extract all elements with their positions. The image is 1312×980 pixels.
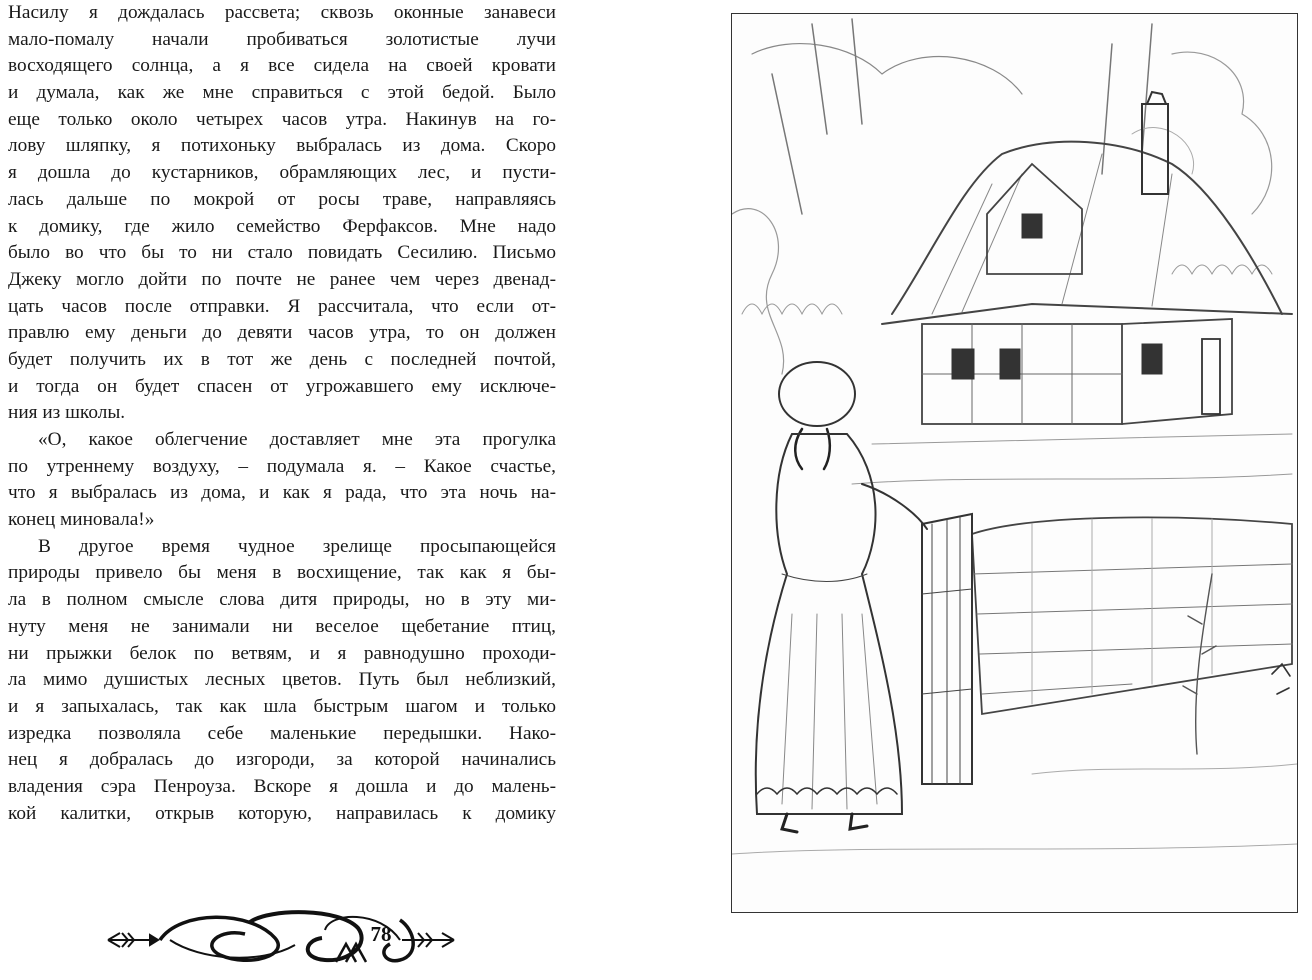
page-number: 78	[370, 922, 392, 946]
text-line: Насилу я дождалась рассвета; сквозь оконные занавеси	[8, 2, 556, 23]
page-number-ornament	[100, 900, 460, 980]
text-line: кой калитки, открыв которую, направилась к домику	[8, 802, 556, 824]
text-line: и думала, как же мне справиться с этой бедой. Было	[8, 82, 556, 104]
text-line: будет получить их в тот же день с последней почтой,	[8, 348, 556, 370]
text-line: восходящего солнца, а я все сидела на своей кровати	[8, 55, 556, 77]
body-text	[8, 0, 556, 827]
text-line: лову шляпку, я потихоньку выбралась из дома. Скоро	[8, 135, 556, 157]
text-line: ла в полном смысле слова дитя природы, но в эту ми-	[8, 589, 556, 611]
text-line: «О, какое облегчение доставляет мне эта прогулка	[38, 429, 556, 450]
text-line: было во что бы то ни стало повидать Сесилию. Письмо	[8, 242, 556, 264]
text-line: Джеку могло дойти по почте не ранее чем через двенад-	[8, 268, 556, 290]
cottage-girl-drawing	[732, 14, 1297, 912]
text-line: что я выбралась из дома, и как я рада, что эта ночь на-	[8, 482, 556, 504]
text-line: и тогда он будет спасен от угрожавшего ему исключе-	[8, 375, 556, 397]
text-line: ни прыжки белок по ветвям, и я равнодушно проходи-	[8, 642, 556, 664]
text-line: ния из школы.	[8, 402, 126, 424]
text-line: я дошла до кустарников, обрамляющих лес, и пусти-	[8, 162, 556, 184]
text-line: цать часов после отправки. Я рассчитала, что если от-	[8, 295, 556, 317]
text-line: В другое время чудное зрелище просыпающейся	[38, 535, 556, 557]
text-line: конец миновала!»	[8, 509, 155, 531]
left-arrow-ornament	[108, 933, 158, 947]
text-line: по утреннему воздуху, – подумала я. – Какое счастье,	[8, 455, 556, 477]
text-line: правлю ему деньги до девяти часов утра, то он должен	[8, 322, 556, 344]
text-line: природы привело бы меня в восхищение, так как я бы-	[8, 562, 556, 584]
text-line: еще только около четырех часов утра. Накинув на го-	[8, 108, 556, 130]
text-line: нуту меня не занимали ни веселое щебетание птиц,	[8, 615, 556, 637]
text-line: изредка позволяла себе маленькие передышки. Нако-	[8, 722, 556, 744]
pencil-illustration	[731, 13, 1298, 913]
text-line: нец я добралась до изгороди, за которой начинались	[8, 749, 556, 771]
text-line: и я запыхалась, так как шла быстрым шагом и только	[8, 695, 556, 717]
text-line: владения сэра Пенроуза. Вскоре я дошла и до малень-	[8, 775, 556, 797]
text-line: к домику, где жило семейство Ферфаксов. Мне надо	[8, 215, 556, 237]
text-line: ла мимо душистых лесных цветов. Путь был неблизкий,	[8, 669, 556, 691]
text-line: лась дальше по мокрой от росы траве, направляясь	[8, 188, 556, 210]
text-line: мало-помалу начали пробиваться золотистые лучи	[8, 28, 556, 50]
